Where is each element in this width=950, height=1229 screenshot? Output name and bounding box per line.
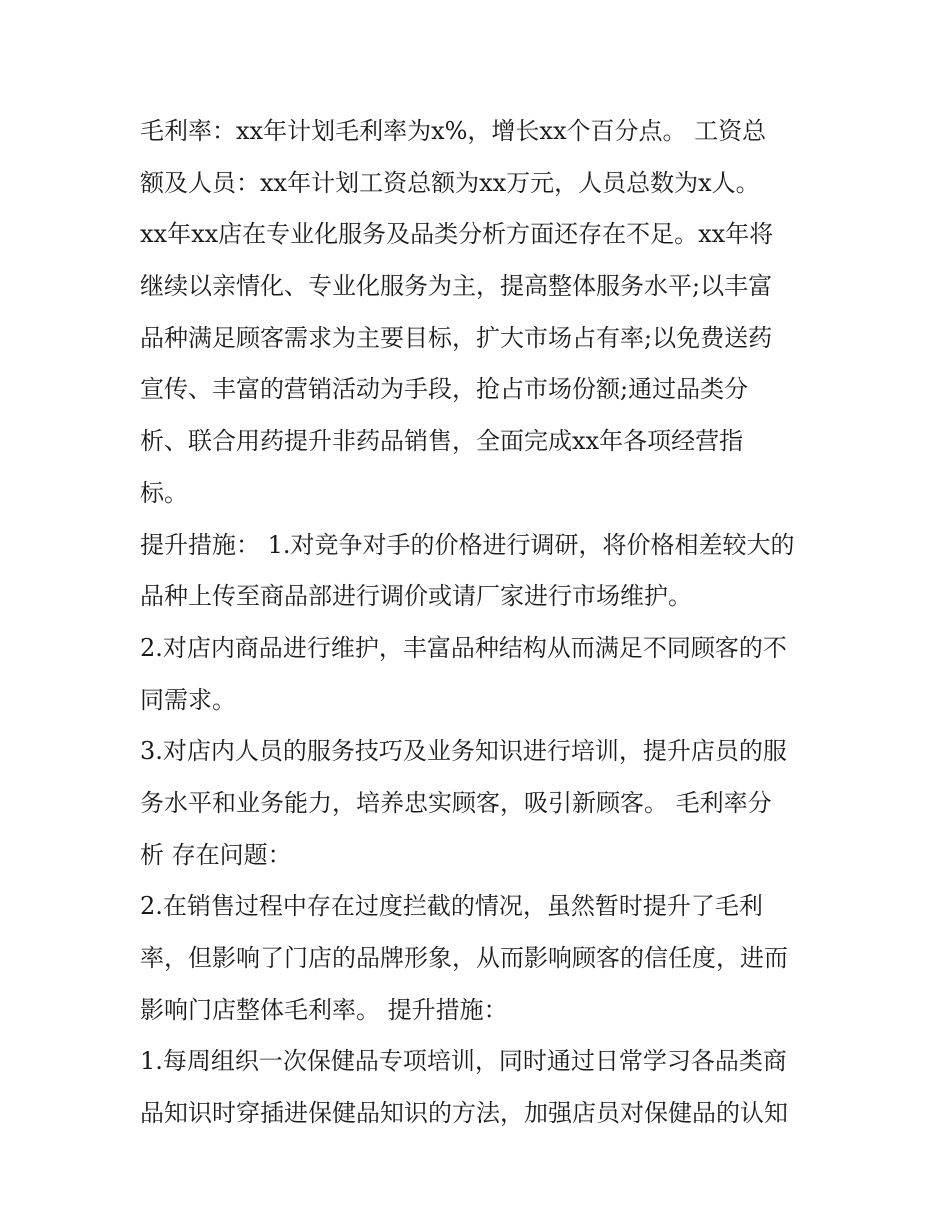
text-line: xx年xx店在专业化服务及品类分析方面还存在不足。xx年将: [140, 220, 774, 249]
body-text: [140, 106, 820, 1140]
text-line: 标。: [140, 478, 188, 507]
text-line: 额及人员：xx年计划工资总额为xx万元，人员总数为x人。: [140, 168, 760, 197]
text-line: 影响门店整体毛利率。 提升措施：: [140, 995, 508, 1024]
text-line: 析 存在问题：: [140, 840, 292, 869]
text-line: 同需求。: [140, 685, 236, 714]
text-line: 务水平和业务能力，培养忠实顾客，吸引新顾客。 毛利率分: [140, 788, 772, 817]
text-line: 2.在销售过程中存在过度拦截的情况，虽然暂时提升了毛利: [140, 892, 763, 921]
text-line: 1.每周组织一次保健品专项培训，同时通过日常学习各品类商: [140, 1047, 787, 1076]
text-line: 2.对店内商品进行维护，丰富品种结构从而满足不同顾客的不: [140, 633, 787, 662]
text-line: 3.对店内人员的服务技巧及业务知识进行培训，提升店员的服: [140, 737, 787, 766]
text-line: 品种满足顾客需求为主要目标，扩大市场占有率;以免费送药: [140, 323, 773, 352]
text-line: 析、联合用药提升非药品销售，全面完成xx年各项经营指: [140, 427, 744, 456]
text-line: 提升措施： 1.对竞争对手的价格进行调研，将价格相差较大的: [140, 530, 795, 559]
text-line: 品种上传至商品部进行调价或请厂家进行市场维护。: [140, 582, 692, 611]
text-line: 继续以亲情化、专业化服务为主，提高整体服务水平;以丰富: [140, 272, 773, 301]
text-line: 品知识时穿插进保健品知识的方法，加强店员对保健品的认知: [140, 1099, 788, 1128]
text-line: 宣传、丰富的营销活动为手段，抢占市场份额;通过品类分: [140, 375, 749, 404]
text-line: 毛利率：xx年计划毛利率为x%，增长xx个百分点。 工资总: [140, 117, 767, 145]
text-line: 率，但影响了门店的品牌形象，从而影响顾客的信任度，进而: [140, 944, 788, 972]
